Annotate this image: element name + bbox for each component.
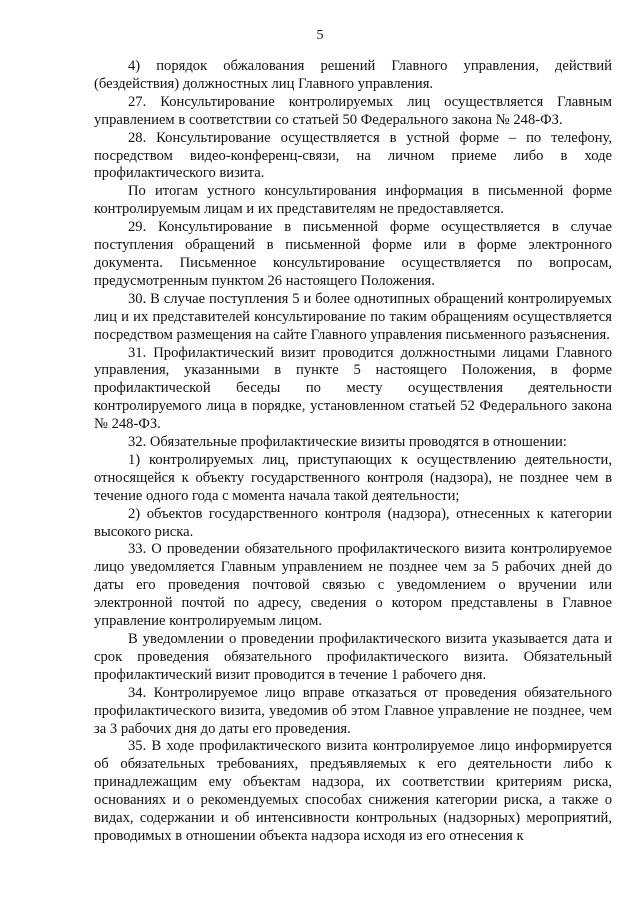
paragraph-31: 31. Профилактический визит проводится должностными лицами Главного управления, указанными в пункте 5 настоящего Положения, в форме профилактической беседы по месту осуществления деятельности контролируемого лица в порядке, установленном статьей 52 Федерального закона № 248-ФЗ. [94,344,612,433]
paragraph-29: 29. Консультирование в письменной форме осуществляется в случае поступления обращений в письменной форме или в форме электронного документа. Письменное консультирование осуществляется по вопросам, предусмотренным пунктом 26 настоящего Положения. [94,219,612,289]
paragraph-32-item-1: 1) контролируемых лиц, приступающих к осуществлению деятельности, относящейся к объекту государственного контроля (надзора), не позднее чем в течение одного года с момента начала такой деятельности; [94,451,612,504]
paragraph-32-item-2: 2) объектов государственного контроля (надзора), отнесенных к категории высокого риска. [94,505,612,540]
paragraph-33-continued: В уведомлении о проведении профилактического визита указывается дата и срок проведения обязательного профилактического визита. Обязательный профилактический визит проводится в течение 1 рабочего дня. [94,631,612,683]
paragraph-27: 27. Консультирование контролируемых лиц осуществляется Главным управлением в соответствии со статьей 50 Федерального закона № 248-ФЗ. [94,93,612,128]
paragraph-32: 32. Обязательные профилактические визиты проводятся в отношении: [128,434,567,451]
paragraph-28-continued: По итогам устного консультирования информация в письменной форме контролируемым лицам и их представителям не предоставляется. [94,183,612,218]
paragraph-28: 28. Консультирование осуществляется в устной форме – по телефону, посредством видео-конференц-связи, на личном приеме либо в ходе профилактического визита. [94,129,612,182]
document-body [94,58,612,846]
paragraph-30: 30. В случае поступления 5 и более однотипных обращений контролируемых лиц и их представителей консультирование по таким обращениям осуществляется посредством размещения на сайте Главного управления письменного разъяснения. [94,290,612,343]
paragraph-35: 35. В ходе профилактического визита контролируемое лицо информируется об обязательных требованиях, предъявляемых к его деятельности либо к принадлежащим ему объектам надзора, их соответствии критериям риска, основаниях и о рекомендуемых способах снижения категории риска, а также о видах, содержании и об интенсивности контрольных (надзорных) мероприятий, проводимых в отношении объекта надзора исходя из его отнесения к [94,738,612,844]
paragraph-34: 34. Контролируемое лицо вправе отказаться от проведения обязательного профилактического визита, уведомив об этом Главное управление не позднее, чем за 3 рабочих дня до даты его проведения. [94,684,612,737]
paragraph-item-4: 4) порядок обжалования решений Главного управления, действий (бездействия) должностных лиц Главного управления. [94,58,612,92]
paragraph-33: 33. О проведении обязательного профилактического визита контролируемое лицо уведомляется Главным управлением не позднее чем за 5 рабочих дней до даты его проведения почтовой связью с уведомлением о вручении или электронной почтой по адресу, сведения о котором представлены в Главное управление контролируемым лицом. [94,541,612,630]
page-number: 5 [316,28,324,43]
